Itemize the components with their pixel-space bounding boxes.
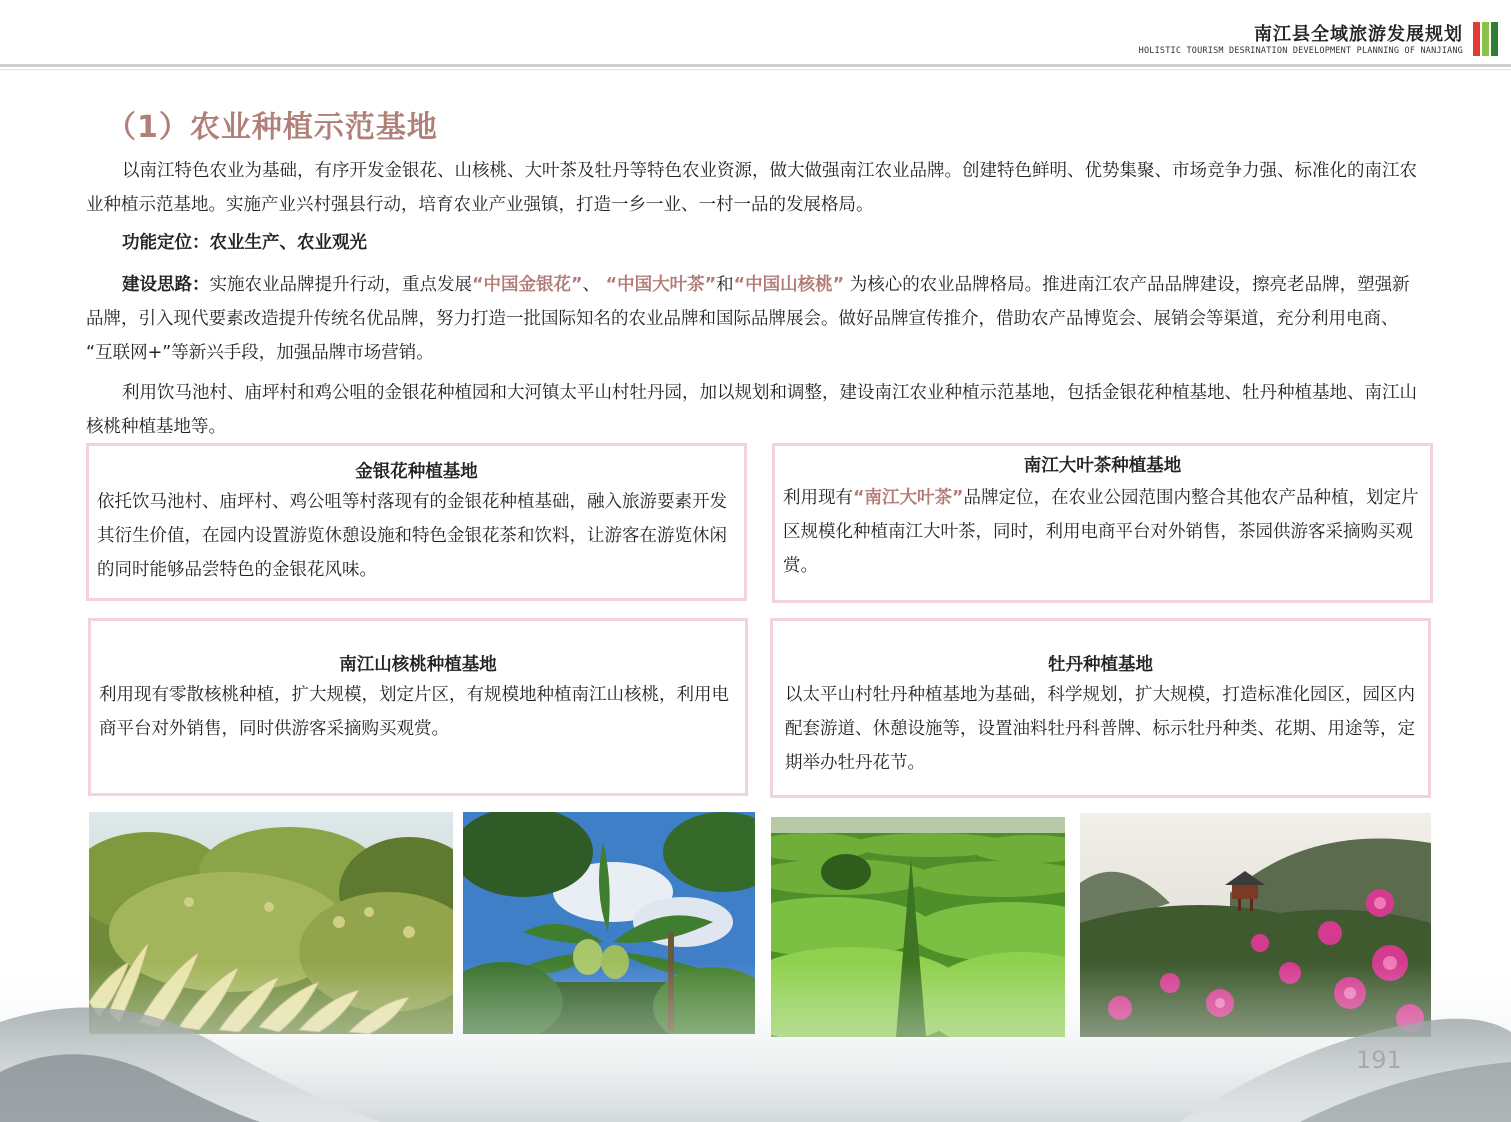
function-paragraph [86, 226, 1426, 260]
tea-base-box [772, 443, 1433, 603]
header-divider-thin [0, 69, 1511, 70]
tea-box-text [775, 481, 1430, 583]
construction-text-before: 实施农业品牌提升行动，重点发展 [209, 275, 472, 295]
document-subtitle: HOLISTIC TOURISM DESRINATION DEVELOPMENT PLANNING OF NANJIANG [1138, 46, 1463, 56]
dark-green-bar [1491, 22, 1498, 56]
page-header [0, 0, 1511, 72]
walnut-box-title: 南江山核桃种植基地 [339, 655, 497, 675]
light-green-bar [1482, 22, 1489, 56]
construction-paragraph [86, 268, 1426, 370]
header-divider [0, 64, 1511, 67]
construction-label: 建设思路： [122, 275, 210, 295]
peony-box-text: 以太平山村牡丹种植基地为基础，科学规划，扩大规模，打造标准化园区，园区内配套游道、休憩设施等，设置油料牡丹科普牌、标示牡丹种类、花期、用途等，定期举办牡丹花节。 [785, 685, 1415, 773]
function-label: 功能定位： [122, 233, 210, 253]
construction-sep2: 和 [716, 275, 734, 295]
walnut-base-box [88, 618, 748, 796]
honeysuckle-box-title: 金银花种植基地 [355, 462, 478, 482]
brand-honeysuckle: “中国金银花” [472, 275, 583, 295]
mountain-backdrop [0, 962, 1511, 1122]
tea-text-after: 品牌定位，在农业公园范围内整合其他农产品种植，划定片区规模化种植南江大叶茶，同时，利用电商平台对外销售，茶园供游客采摘购买观赏。 [783, 488, 1419, 576]
walnut-box-text: 利用现有零散核桃种植，扩大规模，划定片区，有规模地种植南江山核桃，利用电商平台对外销售，同时供游客采摘购买观赏。 [99, 685, 729, 739]
red-bar [1473, 22, 1480, 56]
construction-text-after: 为核心的农业品牌格局。推进南江农产品品牌建设，擦亮老品牌，塑强新品牌，引入现代要素改造提升传统名优品牌，努力打造一批国际知名的农业品牌和国际品牌展会。做好品牌宣传推介，借助农产品博览会、展销会等渠道，充分利用电商、 “互联网+”等新兴手段，加强品牌市场营销。 [86, 275, 1410, 363]
function-value: 农业生产、农业观光 [209, 233, 367, 253]
tea-brand-highlight: “南江大叶茶” [853, 488, 964, 508]
honeysuckle-box-text: 依托饮马池村、庙坪村、鸡公咀等村落现有的金银花种植基础，融入旅游要素开发其衍生价值，在园内设置游览休憩设施和特色金银花茶和饮料，让游客在游览休闲的同时能够品尝特色的金银花风味。 [97, 492, 727, 580]
document-title: 南江县全域旅游发展规划 [1254, 24, 1463, 45]
brand-tea: “中国大叶茶” [605, 275, 717, 295]
peony-box-title: 牡丹种植基地 [1048, 655, 1153, 675]
peony-base-box [770, 618, 1431, 798]
tea-text-before: 利用现有 [783, 488, 853, 508]
honeysuckle-base-box [86, 443, 747, 601]
page-number: 191 [1356, 1046, 1402, 1074]
section-title: （1）农业种植示范基地 [106, 110, 438, 145]
brand-color-bars [1473, 22, 1499, 56]
tea-box-title: 南江大叶茶种植基地 [1023, 456, 1182, 476]
intro-paragraph: 以南江特色农业为基础，有序开发金银花、山核桃、大叶茶及牡丹等特色农业资源，做大做强南江农业品牌。创建特色鲜明、优势集聚、市场竞争力强、标准化的南江农业种植示范基地。实施产业兴村强县行动，培育农业产业强镇，打造一乡一业、一村一品的发展格局。 [86, 161, 1417, 215]
usage-paragraph: 利用饮马池村、庙坪村和鸡公咀的金银花种植园和大河镇太平山村牡丹园，加以规划和调整，建设南江农业种植示范基地，包括金银花种植基地、牡丹种植基地、南江山核桃种植基地等。 [86, 383, 1417, 437]
construction-sep1: 、 [582, 275, 601, 295]
brand-walnut: “中国山核桃” [733, 275, 845, 295]
